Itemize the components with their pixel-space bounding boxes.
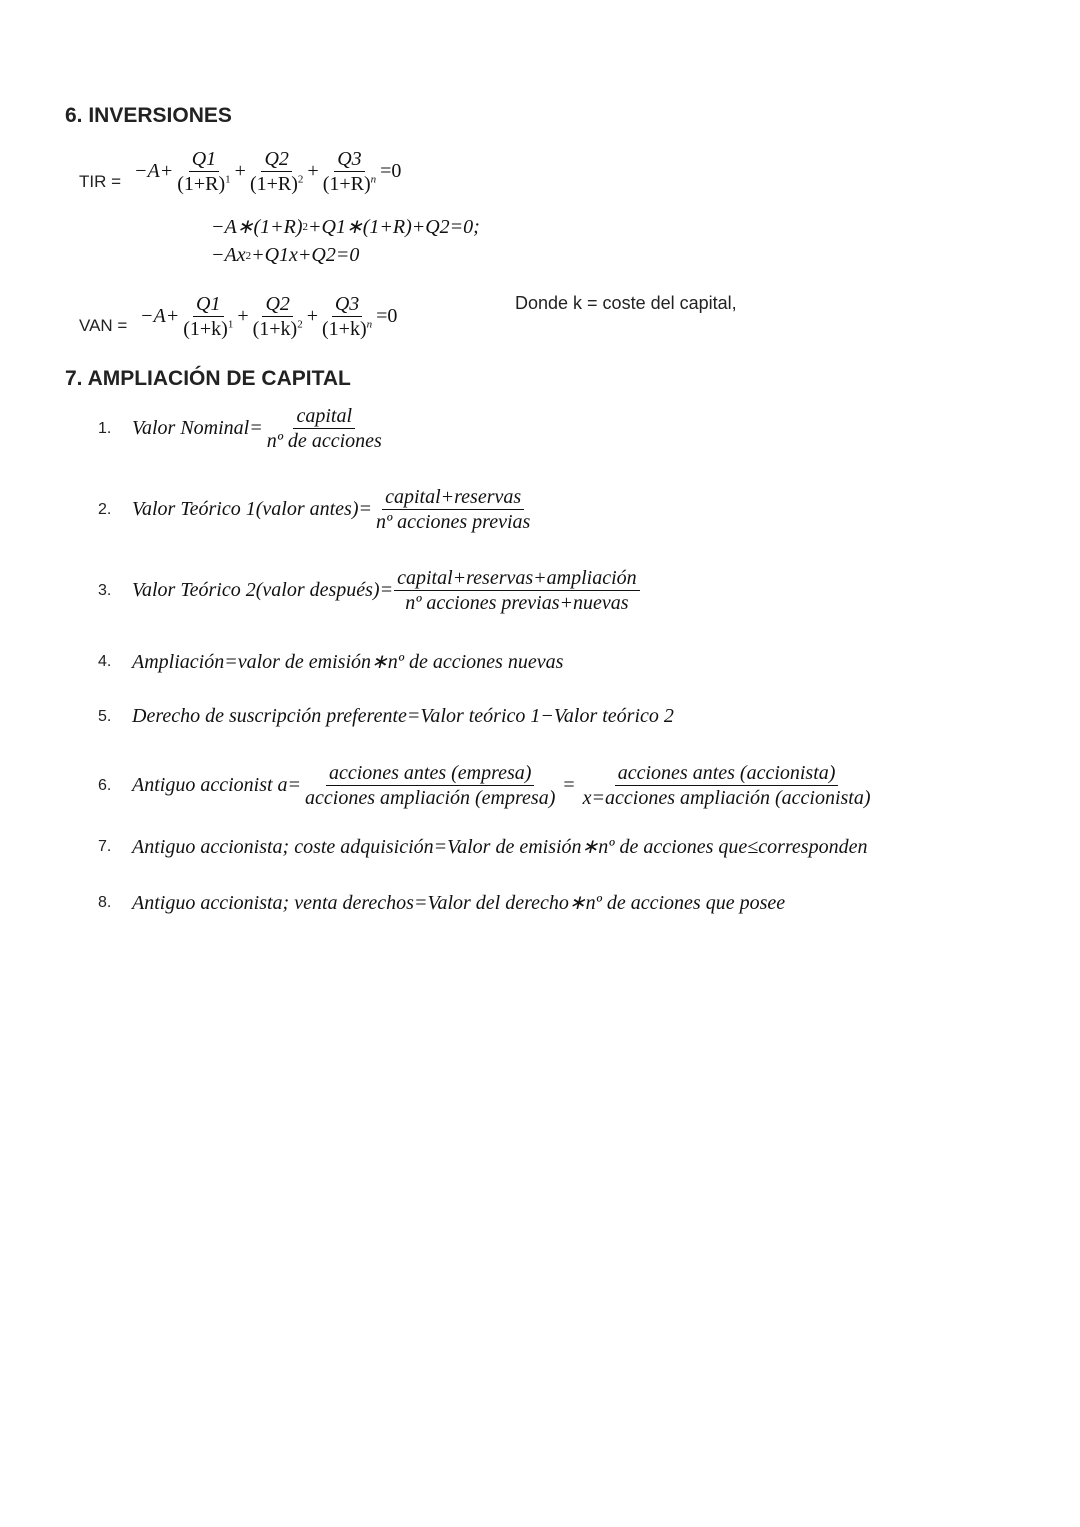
item-denominator: nº de acciones bbox=[266, 430, 382, 452]
item-text: Derecho de suscripción preferente=Valor teórico 1−Valor teórico 2 bbox=[132, 705, 674, 727]
item-numerator: acciones antes (empresa) bbox=[326, 762, 535, 786]
item-lhs: Valor Nominal= bbox=[132, 417, 263, 439]
tir-den-3: $(1+R)^n$ bbox=[322, 173, 377, 195]
list-item bbox=[98, 834, 867, 859]
item-lhs: Valor Teórico 2(valor después)= bbox=[132, 579, 394, 601]
equals-zero: =0 bbox=[376, 305, 398, 327]
item-fraction bbox=[373, 486, 533, 533]
tir-num-2: Q2 bbox=[261, 148, 291, 172]
tir-label: TIR = bbox=[79, 172, 122, 191]
plus-sign: + bbox=[307, 160, 319, 182]
item-numerator: capital+reservas+ampliación bbox=[394, 567, 640, 591]
item-index: 5. bbox=[98, 707, 112, 725]
tir-num-3: Q3 bbox=[334, 148, 364, 172]
equals-sign: = bbox=[563, 774, 575, 796]
van-formula bbox=[140, 293, 397, 340]
item-text: Antiguo accionista; venta derechos=Valor del derecho∗nº de acciones que posee bbox=[132, 892, 786, 914]
equals-zero: =0 bbox=[380, 160, 402, 182]
tir-num-1: Q1 bbox=[189, 148, 219, 172]
item-index: 6. bbox=[98, 776, 112, 794]
plus-sign: + bbox=[234, 160, 246, 182]
van-num-1: Q1 bbox=[193, 293, 223, 317]
van-prefix: −A+ bbox=[140, 305, 180, 327]
list-item bbox=[98, 890, 785, 915]
list-item bbox=[98, 649, 563, 674]
tir-fraction-2 bbox=[247, 148, 306, 195]
section-heading-inversiones: 6. INVERSIONES bbox=[65, 104, 232, 127]
item-numerator: capital+reservas bbox=[382, 486, 524, 510]
list-item bbox=[98, 762, 875, 809]
section-heading-ampliacion: 7. AMPLIACIÓN DE CAPITAL bbox=[65, 367, 351, 390]
item-index: 2. bbox=[98, 500, 112, 518]
tir-line3-part-a: −Ax bbox=[211, 244, 246, 266]
van-fraction-1 bbox=[180, 293, 236, 340]
tir-fraction-3 bbox=[320, 148, 379, 195]
item-index: 8. bbox=[98, 893, 112, 911]
item-denominator: nº acciones previas bbox=[375, 511, 531, 533]
item-text: Antiguo accionista; coste adquisición=Valor de emisión∗nº de acciones que≤corresponden bbox=[132, 836, 868, 858]
tir-line2-part-b: +Q1∗(1+R)+Q2=0; bbox=[308, 216, 480, 238]
van-den-2: $(1+k)^2$ bbox=[252, 318, 303, 340]
item-lhs: Valor Teórico 1(valor antes)= bbox=[132, 498, 372, 520]
item-index: 4. bbox=[98, 652, 112, 670]
item-numerator: capital bbox=[293, 405, 355, 429]
tir-line3-part-b: +Q1x+Q2=0 bbox=[251, 244, 360, 266]
van-den-1: $(1+k)^1$ bbox=[183, 318, 234, 340]
tir-formula bbox=[134, 148, 401, 195]
item-fraction bbox=[394, 567, 640, 614]
tir-line2-part-a: −A∗(1+R) bbox=[211, 216, 303, 238]
van-fraction-3 bbox=[319, 293, 375, 340]
item-denominator: nº acciones previas+nuevas bbox=[405, 592, 629, 614]
tir-den-1: $(1+R)^1$ bbox=[177, 173, 231, 195]
item-denominator: acciones ampliación (empresa) bbox=[305, 787, 556, 809]
list-item bbox=[98, 705, 674, 728]
plus-sign: + bbox=[306, 305, 318, 327]
item-numerator-2: acciones antes (accionista) bbox=[615, 762, 839, 786]
plus-sign: + bbox=[237, 305, 249, 327]
tir-line-2: −A∗(1+R) 2 +Q1∗(1+R)+Q2=0; bbox=[211, 216, 480, 238]
item-denominator-2: x=acciones ampliación (accionista) bbox=[582, 787, 871, 809]
item-index: 1. bbox=[98, 419, 112, 437]
list-item bbox=[98, 405, 386, 452]
item-index: 7. bbox=[98, 837, 112, 855]
van-num-3: Q3 bbox=[332, 293, 362, 317]
item-fraction-2 bbox=[580, 762, 874, 809]
list-item bbox=[98, 567, 641, 614]
list-item bbox=[98, 486, 534, 533]
tir-line-3: −Ax 2 +Q1x+Q2=0 bbox=[211, 244, 360, 266]
donde-note: Donde k = coste del capital, bbox=[515, 293, 737, 313]
tir-den-2: $(1+R)^2$ bbox=[249, 173, 304, 195]
tir-prefix: −A+ bbox=[134, 160, 174, 182]
tir-fraction-1 bbox=[174, 148, 233, 195]
item-fraction bbox=[302, 762, 558, 809]
item-lhs: Antiguo accionist a= bbox=[132, 774, 302, 796]
item-index: 3. bbox=[98, 581, 112, 599]
item-fraction bbox=[264, 405, 385, 452]
van-label: VAN = bbox=[79, 316, 128, 335]
item-text: Ampliación=valor de emisión∗nº de acciones nuevas bbox=[132, 651, 564, 673]
van-fraction-2 bbox=[250, 293, 306, 340]
van-den-3: $(1+k)^n$ bbox=[322, 318, 373, 340]
van-num-2: Q2 bbox=[262, 293, 292, 317]
